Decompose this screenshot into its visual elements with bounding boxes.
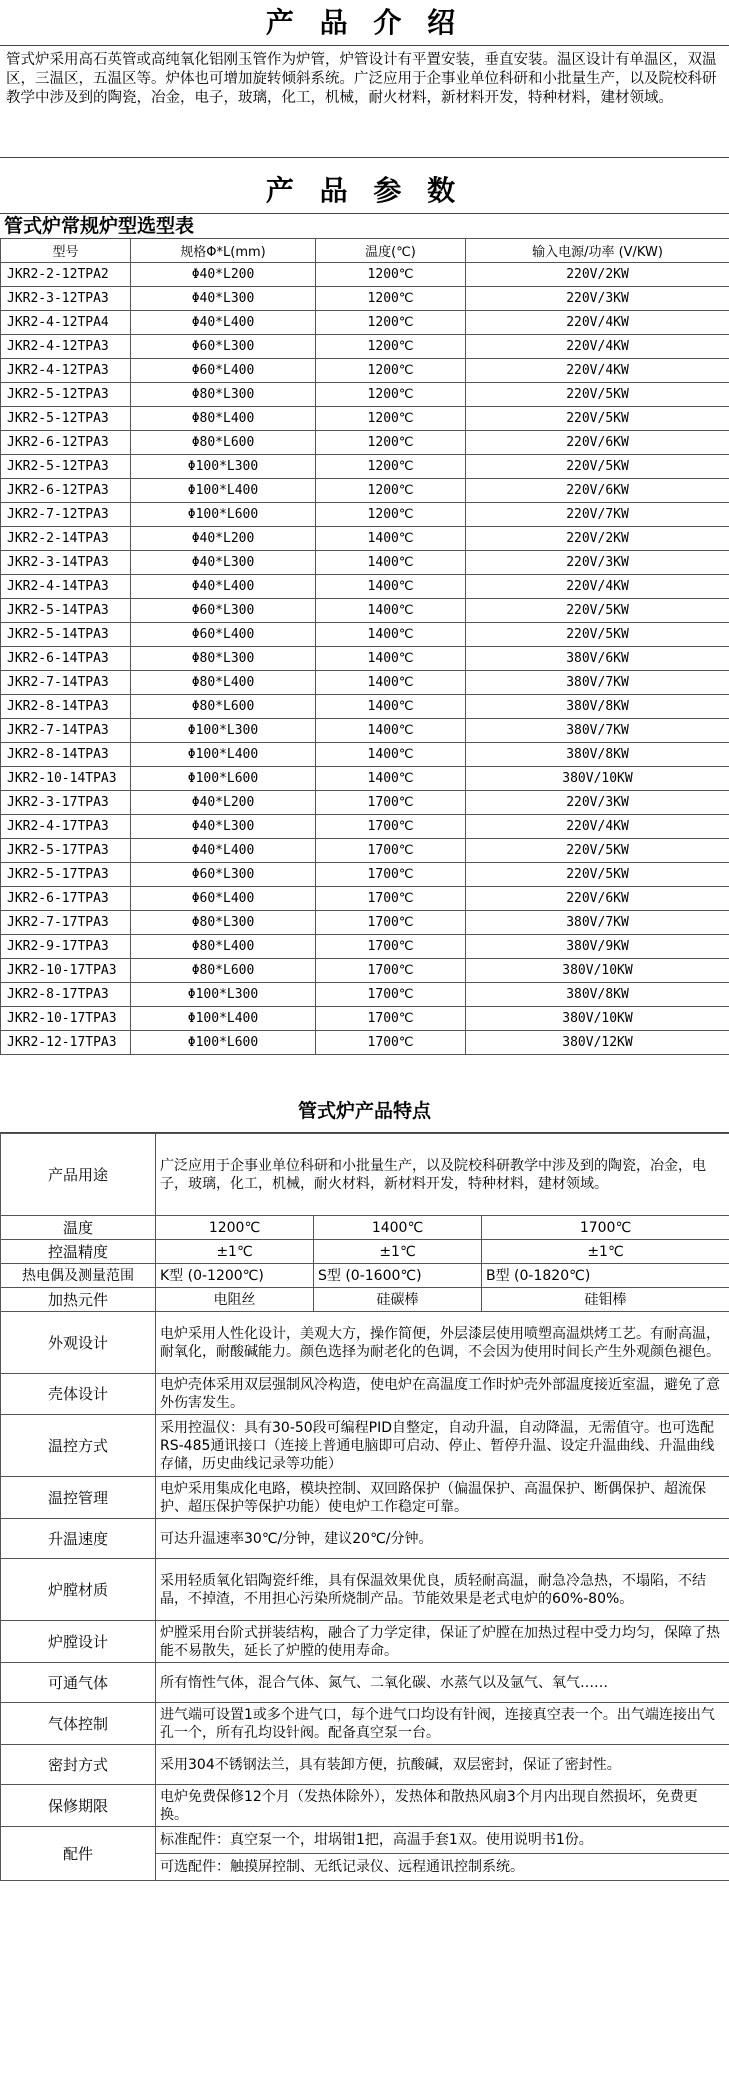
- size-cell: Φ60*L300: [131, 335, 316, 359]
- size-cell: Φ40*L300: [131, 551, 316, 575]
- temp-cell: 1700℃: [316, 1031, 466, 1055]
- model-cell: JKR2-7-14TPA3: [1, 671, 131, 695]
- power-cell: 220V/4KW: [466, 311, 729, 335]
- spec-row: [1, 575, 729, 599]
- spec-row: [1, 959, 729, 983]
- temp-value: 1200℃: [156, 1216, 314, 1240]
- temp-cell: 1200℃: [316, 287, 466, 311]
- feature-label: 炉膛设计: [1, 1621, 156, 1663]
- accessories-standard: 标准配件：真空泵一个，坩埚钳1把，高温手套1双。使用说明书1份。: [156, 1827, 729, 1854]
- size-cell: Φ60*L400: [131, 359, 316, 383]
- spec-row: [1, 1031, 729, 1055]
- feature-label: 可通气体: [1, 1663, 156, 1703]
- size-cell: Φ100*L400: [131, 479, 316, 503]
- model-cell: JKR2-2-12TPA2: [1, 263, 131, 287]
- size-cell: Φ100*L600: [131, 767, 316, 791]
- spec-row: [1, 527, 729, 551]
- heater-value: 硅钼棒: [482, 1288, 729, 1312]
- temp-cell: 1200℃: [316, 263, 466, 287]
- size-cell: Φ40*L400: [131, 839, 316, 863]
- temp-cell: 1400℃: [316, 695, 466, 719]
- size-cell: Φ80*L300: [131, 647, 316, 671]
- model-cell: JKR2-5-14TPA3: [1, 599, 131, 623]
- power-cell: 220V/5KW: [466, 623, 729, 647]
- model-cell: JKR2-4-12TPA3: [1, 335, 131, 359]
- accessories-optional: 可选配件：触摸屏控制、无纸记录仪、远程通讯控制系统。: [156, 1854, 729, 1881]
- temp-cell: 1700℃: [316, 959, 466, 983]
- model-cell: JKR2-8-14TPA3: [1, 695, 131, 719]
- feature-text: 进气端可设置1或多个进气口，每个进气口均设有针阀，连接真空表一个。出气端连接出气孔一个，所有孔均设针阀。配备真空泵一台。: [156, 1703, 729, 1745]
- feature-row: [1, 1663, 729, 1703]
- power-cell: 380V/12KW: [466, 1031, 729, 1055]
- model-cell: JKR2-5-12TPA3: [1, 383, 131, 407]
- spec-row: [1, 623, 729, 647]
- feature-row: [1, 1477, 729, 1519]
- power-cell: 220V/6KW: [466, 479, 729, 503]
- spec-row: [1, 335, 729, 359]
- power-cell: 220V/6KW: [466, 887, 729, 911]
- temp-cell: 1200℃: [316, 383, 466, 407]
- power-cell: 220V/2KW: [466, 263, 729, 287]
- spec-row: [1, 863, 729, 887]
- thermocouple-value: S型 (0-1600℃): [314, 1264, 482, 1288]
- temp-cell: 1400℃: [316, 599, 466, 623]
- power-cell: 380V/10KW: [466, 1007, 729, 1031]
- power-cell: 220V/4KW: [466, 335, 729, 359]
- feature-text: 采用轻质氧化铝陶瓷纤维，具有保温效果优良，质轻耐高温，耐急冷急热，不塌陷，不结晶，不掉渣，不用担心污染所烧制产品。节能效果是老式电炉的60%-80%。: [156, 1559, 729, 1621]
- feature-label: 炉膛材质: [1, 1559, 156, 1621]
- feature-text: 广泛应用于企事业单位科研和小批量生产，以及院校科研教学中涉及到的陶瓷，冶金，电子，玻璃，化工，机械，耐火材料，新材料开发，特种材料，建材领域。: [156, 1134, 729, 1216]
- spec-row: [1, 455, 729, 479]
- temp-cell: 1400℃: [316, 767, 466, 791]
- feature-row: [1, 1415, 729, 1477]
- feature-row-thermocouple: [1, 1264, 729, 1288]
- header-power: 输入电源/功率 (V/KW): [466, 239, 729, 263]
- model-cell: JKR2-7-12TPA3: [1, 503, 131, 527]
- model-cell: JKR2-7-17TPA3: [1, 911, 131, 935]
- size-cell: Φ100*L400: [131, 743, 316, 767]
- model-cell: JKR2-5-14TPA3: [1, 623, 131, 647]
- model-cell: JKR2-6-17TPA3: [1, 887, 131, 911]
- spec-row: [1, 647, 729, 671]
- heater-value: 硅碳棒: [314, 1288, 482, 1312]
- size-cell: Φ40*L200: [131, 791, 316, 815]
- power-cell: 380V/6KW: [466, 647, 729, 671]
- model-cell: JKR2-5-17TPA3: [1, 863, 131, 887]
- power-cell: 380V/7KW: [466, 719, 729, 743]
- intro-title: 产 品 介 绍: [0, 0, 729, 46]
- size-cell: Φ80*L600: [131, 959, 316, 983]
- feature-row-heater: [1, 1288, 729, 1312]
- size-cell: Φ60*L300: [131, 863, 316, 887]
- size-cell: Φ80*L300: [131, 383, 316, 407]
- feature-row: [1, 1703, 729, 1745]
- power-cell: 380V/10KW: [466, 959, 729, 983]
- power-cell: 380V/8KW: [466, 695, 729, 719]
- params-table-caption: 管式炉常规炉型选型表: [4, 215, 195, 237]
- model-cell: JKR2-8-14TPA3: [1, 743, 131, 767]
- feature-row-accessories-standard: [1, 1827, 729, 1854]
- model-cell: JKR2-5-12TPA3: [1, 407, 131, 431]
- feature-row: [1, 1621, 729, 1663]
- temp-cell: 1400℃: [316, 719, 466, 743]
- intro-text: 管式炉采用高石英管或高纯氧化铝刚玉管作为炉管，炉管设计有平置安装，垂直安装。温区设计有单温区，双温区，三温区，五温区等。炉体也可增加旋转倾斜系统。广泛应用于企事业单位科研和小批量生产，以及院校科研教学中涉及到的陶瓷，冶金，电子，玻璃，化工，机械，耐火材料，新材料开发，特种材料，建材领域。: [0, 46, 729, 158]
- size-cell: Φ100*L300: [131, 455, 316, 479]
- size-cell: Φ60*L400: [131, 623, 316, 647]
- spec-row: [1, 311, 729, 335]
- header-model: 型号: [1, 239, 131, 263]
- feature-row-precision: [1, 1240, 729, 1264]
- temp-cell: 1700℃: [316, 911, 466, 935]
- temp-cell: 1400℃: [316, 743, 466, 767]
- size-cell: Φ100*L600: [131, 503, 316, 527]
- feature-label: 升温速度: [1, 1519, 156, 1559]
- size-cell: Φ80*L300: [131, 911, 316, 935]
- model-cell: JKR2-10-17TPA3: [1, 1007, 131, 1031]
- model-cell: JKR2-5-12TPA3: [1, 455, 131, 479]
- feature-label: 产品用途: [1, 1134, 156, 1216]
- size-cell: Φ40*L300: [131, 815, 316, 839]
- temp-cell: 1700℃: [316, 839, 466, 863]
- spec-row: [1, 695, 729, 719]
- feature-label: 气体控制: [1, 1703, 156, 1745]
- spec-table-body: [1, 263, 729, 1055]
- features-table-body: [1, 1312, 729, 1827]
- power-cell: 220V/6KW: [466, 431, 729, 455]
- model-cell: JKR2-12-17TPA3: [1, 1031, 131, 1055]
- spec-row: [1, 503, 729, 527]
- temp-cell: 1700℃: [316, 983, 466, 1007]
- spec-row: [1, 383, 729, 407]
- temp-cell: 1400℃: [316, 551, 466, 575]
- precision-value: ±1℃: [314, 1240, 482, 1264]
- model-cell: JKR2-4-12TPA3: [1, 359, 131, 383]
- temp-cell: 1700℃: [316, 791, 466, 815]
- spec-row: [1, 263, 729, 287]
- params-section: [0, 168, 729, 1055]
- feature-row: [1, 1785, 729, 1827]
- spec-table: [0, 238, 729, 1055]
- spec-table-header: [1, 239, 729, 263]
- feature-text: 电炉壳体采用双层强制风冷构造，使电炉在高温度工作时炉壳外部温度接近室温，避免了意外伤害发生。: [156, 1374, 729, 1415]
- spec-row: [1, 287, 729, 311]
- spec-row: [1, 911, 729, 935]
- model-cell: JKR2-5-17TPA3: [1, 839, 131, 863]
- feature-label: 热电偶及测量范围: [1, 1264, 156, 1288]
- size-cell: Φ100*L300: [131, 983, 316, 1007]
- thermocouple-value: B型 (0-1820℃): [482, 1264, 729, 1288]
- spec-row: [1, 1007, 729, 1031]
- spec-row: [1, 935, 729, 959]
- power-cell: 380V/8KW: [466, 983, 729, 1007]
- temp-cell: 1200℃: [316, 455, 466, 479]
- feature-row: [1, 1374, 729, 1415]
- model-cell: JKR2-7-14TPA3: [1, 719, 131, 743]
- power-cell: 220V/5KW: [466, 839, 729, 863]
- model-cell: JKR2-8-17TPA3: [1, 983, 131, 1007]
- spec-row: [1, 839, 729, 863]
- power-cell: 220V/5KW: [466, 455, 729, 479]
- model-cell: JKR2-3-12TPA3: [1, 287, 131, 311]
- spec-row: [1, 791, 729, 815]
- feature-text: 电炉采用人性化设计，美观大方，操作简便，外层漆层使用喷塑高温烘烤工艺。有耐高温，耐氧化，耐酸碱能力。颜色选择为耐老化的色调，不会因为使用时间长产生外观颜色褪色。: [156, 1312, 729, 1374]
- feature-text: 所有惰性气体，混合气体、氮气、二氧化碳、水蒸气以及氩气、氧气……: [156, 1663, 729, 1703]
- spec-row: [1, 767, 729, 791]
- power-cell: 220V/4KW: [466, 359, 729, 383]
- feature-text: 电炉免费保修12个月（发热体除外），发热体和散热风扇3个月内出现自然损坏，免费更换。: [156, 1785, 729, 1827]
- size-cell: Φ80*L400: [131, 671, 316, 695]
- temp-cell: 1400℃: [316, 575, 466, 599]
- temp-cell: 1200℃: [316, 431, 466, 455]
- power-cell: 220V/3KW: [466, 791, 729, 815]
- temp-cell: 1200℃: [316, 359, 466, 383]
- power-cell: 220V/7KW: [466, 503, 729, 527]
- feature-row: [1, 1519, 729, 1559]
- spec-row: [1, 743, 729, 767]
- temp-cell: 1200℃: [316, 407, 466, 431]
- size-cell: Φ80*L600: [131, 695, 316, 719]
- power-cell: 220V/5KW: [466, 599, 729, 623]
- power-cell: 380V/7KW: [466, 671, 729, 695]
- temp-cell: 1400℃: [316, 647, 466, 671]
- spec-row: [1, 359, 729, 383]
- spec-row: [1, 407, 729, 431]
- model-cell: JKR2-3-14TPA3: [1, 551, 131, 575]
- temp-cell: 1400℃: [316, 671, 466, 695]
- temp-cell: 1200℃: [316, 503, 466, 527]
- temp-cell: 1700℃: [316, 935, 466, 959]
- features-section: [0, 1089, 729, 1881]
- model-cell: JKR2-4-12TPA4: [1, 311, 131, 335]
- params-title: 产 品 参 数: [0, 168, 729, 214]
- model-cell: JKR2-6-12TPA3: [1, 431, 131, 455]
- feature-label: 密封方式: [1, 1745, 156, 1785]
- intro-section: [0, 0, 729, 158]
- spec-row: [1, 599, 729, 623]
- power-cell: 220V/5KW: [466, 407, 729, 431]
- size-cell: Φ40*L200: [131, 263, 316, 287]
- feature-label: 壳体设计: [1, 1374, 156, 1415]
- header-size: 规格Φ*L(mm): [131, 239, 316, 263]
- feature-label: 保修期限: [1, 1785, 156, 1827]
- power-cell: 380V/10KW: [466, 767, 729, 791]
- temp-cell: 1700℃: [316, 887, 466, 911]
- spec-row: [1, 887, 729, 911]
- power-cell: 220V/2KW: [466, 527, 729, 551]
- feature-text: 炉膛采用台阶式拼装结构，融合了力学定律，保证了炉膛在加热过程中受力均匀，保障了热能不易散失，延长了炉膛的使用寿命。: [156, 1621, 729, 1663]
- temp-cell: 1700℃: [316, 815, 466, 839]
- spec-row: [1, 671, 729, 695]
- size-cell: Φ40*L200: [131, 527, 316, 551]
- spec-row: [1, 983, 729, 1007]
- precision-value: ±1℃: [482, 1240, 729, 1264]
- power-cell: 220V/4KW: [466, 575, 729, 599]
- feature-text: 可达升温速率30℃/分钟，建议20℃/分钟。: [156, 1519, 729, 1559]
- spec-row: [1, 719, 729, 743]
- power-cell: 220V/4KW: [466, 815, 729, 839]
- heater-value: 电阻丝: [156, 1288, 314, 1312]
- feature-row: [1, 1559, 729, 1621]
- temp-value: 1700℃: [482, 1216, 729, 1240]
- thermocouple-value: K型 (0-1200℃): [156, 1264, 314, 1288]
- features-title: 管式炉产品特点: [0, 1089, 729, 1133]
- feature-label: 控温精度: [1, 1240, 156, 1264]
- features-table: [0, 1133, 729, 1881]
- feature-label: 外观设计: [1, 1312, 156, 1374]
- feature-row: [1, 1745, 729, 1785]
- feature-label: 配件: [1, 1827, 156, 1881]
- model-cell: JKR2-4-17TPA3: [1, 815, 131, 839]
- size-cell: Φ100*L400: [131, 1007, 316, 1031]
- spec-row: [1, 551, 729, 575]
- power-cell: 220V/3KW: [466, 287, 729, 311]
- feature-text: 采用控温仪：具有30-50段可编程PID自整定，自动升温，自动降温，无需值守。也可选配RS-485通讯接口（连接上普通电脑即可启动、停止、暂停升温、设定升温曲线、升温曲线存储，历史曲线记录等功能）: [156, 1415, 729, 1477]
- power-cell: 220V/5KW: [466, 383, 729, 407]
- size-cell: Φ60*L400: [131, 887, 316, 911]
- feature-row: [1, 1312, 729, 1374]
- size-cell: Φ60*L300: [131, 599, 316, 623]
- model-cell: JKR2-6-14TPA3: [1, 647, 131, 671]
- size-cell: Φ40*L400: [131, 311, 316, 335]
- model-cell: JKR2-4-14TPA3: [1, 575, 131, 599]
- temp-cell: 1400℃: [316, 527, 466, 551]
- size-cell: Φ100*L600: [131, 1031, 316, 1055]
- model-cell: JKR2-6-12TPA3: [1, 479, 131, 503]
- model-cell: JKR2-10-17TPA3: [1, 959, 131, 983]
- temp-cell: 1200℃: [316, 335, 466, 359]
- temp-cell: 1700℃: [316, 1007, 466, 1031]
- size-cell: Φ80*L600: [131, 431, 316, 455]
- temp-cell: 1700℃: [316, 863, 466, 887]
- temp-cell: 1400℃: [316, 623, 466, 647]
- spec-row: [1, 431, 729, 455]
- size-cell: Φ80*L400: [131, 407, 316, 431]
- feature-text: 电炉采用集成化电路，模块控制、双回路保护（偏温保护、高温保护、断偶保护、超流保护、超压保护等保护功能）使电炉工作稳定可靠。: [156, 1477, 729, 1519]
- spec-row: [1, 479, 729, 503]
- precision-value: ±1℃: [156, 1240, 314, 1264]
- feature-text: 采用304不锈钢法兰，具有装卸方便，抗酸碱，双层密封，保证了密封性。: [156, 1745, 729, 1785]
- model-cell: JKR2-10-14TPA3: [1, 767, 131, 791]
- temp-cell: 1200℃: [316, 311, 466, 335]
- power-cell: 380V/9KW: [466, 935, 729, 959]
- model-cell: JKR2-9-17TPA3: [1, 935, 131, 959]
- size-cell: Φ100*L300: [131, 719, 316, 743]
- size-cell: Φ80*L400: [131, 935, 316, 959]
- power-cell: 220V/5KW: [466, 863, 729, 887]
- feature-label: 加热元件: [1, 1288, 156, 1312]
- temp-value: 1400℃: [314, 1216, 482, 1240]
- feature-row-temp: [1, 1216, 729, 1240]
- temp-cell: 1200℃: [316, 479, 466, 503]
- feature-label: 温度: [1, 1216, 156, 1240]
- header-temp: 温度(℃): [316, 239, 466, 263]
- feature-label: 温控管理: [1, 1477, 156, 1519]
- power-cell: 380V/8KW: [466, 743, 729, 767]
- power-cell: 220V/3KW: [466, 551, 729, 575]
- feature-row-usage: [1, 1134, 729, 1216]
- model-cell: JKR2-3-17TPA3: [1, 791, 131, 815]
- model-cell: JKR2-2-14TPA3: [1, 527, 131, 551]
- spec-row: [1, 815, 729, 839]
- feature-label: 温控方式: [1, 1415, 156, 1477]
- size-cell: Φ40*L300: [131, 287, 316, 311]
- size-cell: Φ40*L400: [131, 575, 316, 599]
- power-cell: 380V/7KW: [466, 911, 729, 935]
